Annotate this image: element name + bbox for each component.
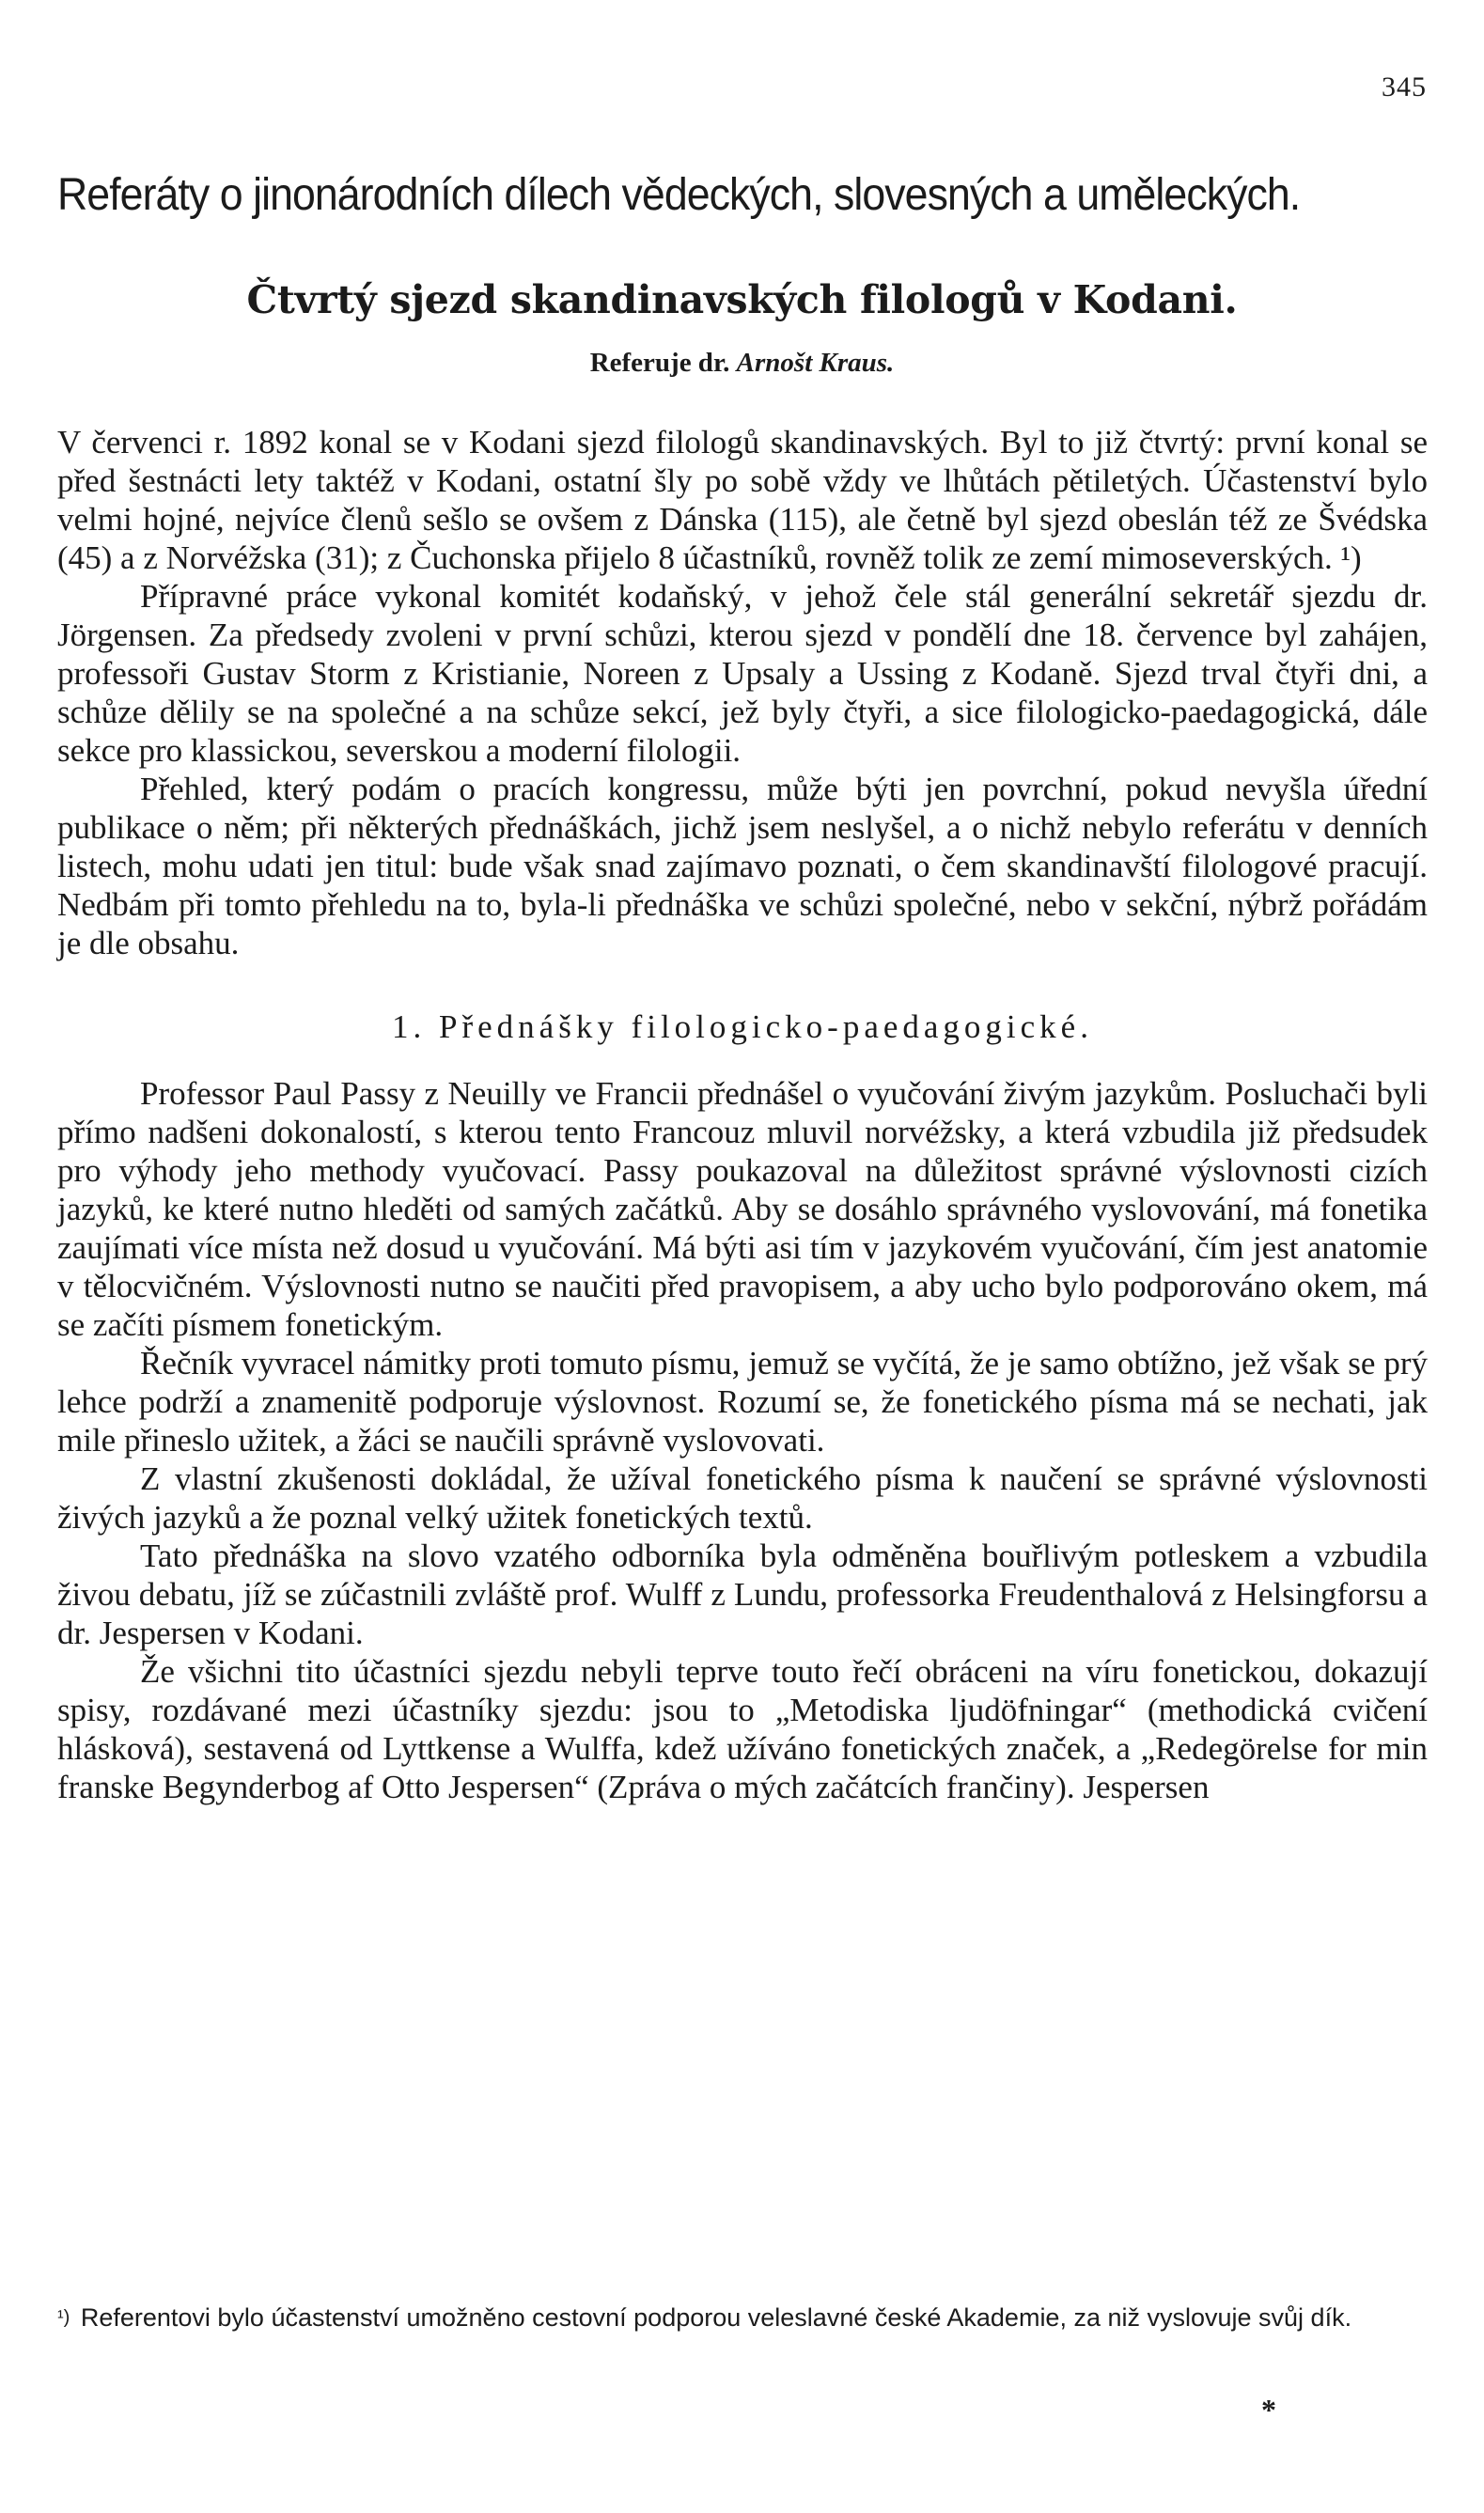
- paragraph: V červenci r. 1892 konal se v Kodani sjezd filologů skandinavských. Byl to již čtvrtý: první konal se před šestnácti lety taktéž v Kodani, ostatní šly po sobě vždy ve lhůtách pětiletých. Účastenství bylo velmi hojné, nejvíce členů sešlo se ovšem z Dánska (115), ale četně byl sjezd obeslán též ze Švédska (45) a z Norvéžska (31); z Čuchonska přijelo 8 účastníků, rovněž tolik ze zemí mimoseverských. ¹): [57, 424, 1428, 576]
- footnote-mark: ¹): [57, 2307, 70, 2328]
- paragraph: Řečník vyvracel námitky proti tomuto písmu, jemuž se vyčítá, že je samo obtížno, jež však se prý lehce podrží a znamenitě podporuje výslovnost. Rozumí se, že fonetického písma má se nechati, jak mile přineslo užitek, a žáci se naučili správně vyslovovati.: [57, 1345, 1428, 1459]
- article-body: [57, 423, 1428, 1806]
- author-prefix: Referuje dr.: [589, 348, 730, 378]
- page-number: 345: [1382, 71, 1427, 102]
- paragraph: Z vlastní zkušenosti dokládal, že užíval fonetického písma k naučení se správné výslovnosti živých jazyků a že poznal velký užitek fonetických textů.: [57, 1460, 1428, 1536]
- paragraph: Professor Paul Passy z Neuilly ve Francii přednášel o vyučování živým jazykům. Posluchači byli přímo nadšeni dokonalostí, s kterou tento Francouz mluvil norvéžsky, a která vzbudila již předsudek pro výhody jeho methody vyučovací. Passy poukazoval na důležitost správné výslovnosti cizích jazyků, ke které nutno hleděti od samých začátků. Aby se dosáhlo správného vyslovování, má fonetika zaujímati více místa než dosud u vyučování. Má býti asi tím v jazykovém vyučování, čím jest anatomie v tělocvičném. Výslovnosti nutno se naučiti před pravopisem, a aby ucho bylo podporováno okem, má se začíti písmem fonetickým.: [57, 1075, 1428, 1343]
- paragraph: Přípravné práce vykonal komitét kodaňský, v jehož čele stál generální sekretář sjezdu dr. Jörgensen. Za předsedy zvoleni v první schůzi, kterou sjezd v pondělí dne 18. července byl zahájen, professoři Gustav Storm z Kristianie, Noreen z Upsaly a Ussing z Kodaně. Sjezd trval čtyři dni, a schůze dělily se na společné a na schůze sekcí, jež byly čtyři, a sice filologicko-paedagogická, dále sekce pro klassickou, severskou a moderní filologii.: [57, 578, 1428, 769]
- subsection-title: 1. Přednášky filologicko-paedagogické.: [392, 1008, 1093, 1045]
- article-title: Čtvrtý sjezd skandinavských filologů v Kodani.: [246, 277, 1238, 322]
- paragraph: Přehled, který podám o pracích kongressu, může býti jen povrchní, pokud nevyšla úřední publikace o něm; při některých přednáškách, jichž jsem neslyšel, a o nichž nebylo referátu v denních listech, mohu udati jen titul: bude však snad zajímavo poznati, o čem skandinavští filologové pracují. Nedbám při tomto přehledu na to, byla-li přednáška ve schůzi společné, nebo v sekční, nýbrž pořádám je dle obsahu.: [57, 771, 1428, 961]
- footnote: [57, 2301, 1428, 2335]
- section-heading: Referáty o jinonárodních dílech vědeckých, slovesných a uměleckých.: [57, 170, 1301, 220]
- footnote-text: Referentovi bylo účastenství umožněno cestovní podporou veleslavné české Akademie, za niž vyslovuje svůj dík.: [80, 2303, 1352, 2332]
- paragraph: Že všichni tito účastníci sjezdu nebyli teprve touto řečí obráceni na víru fonetickou, dokazují spisy, rozdávané mezi účastníky sjezdu: jsou to „Metodiska ljudöfningar“ (methodická cvičení hlásková), sestavená od Lyttkense a Wulffa, kdež užíváno fonetických značek, a „Redegörelse for min franske Begynderbog af Otto Jespersen“ (Zpráva o mých začátcích frančiny). Jespersen: [57, 1653, 1428, 1805]
- author-name: Arnošt Kraus.: [736, 348, 895, 378]
- author-line: [0, 348, 1484, 379]
- printer-sheet-mark: *: [1261, 2393, 1276, 2427]
- paragraph: Tato přednáška na slovo vzatého odborníka byla odměněna bouřlivým potleskem a vzbudila živou debatu, jíž se zúčastnili zvláště prof. Wulff z Lundu, professorka Freudenthalová z Helsingforsu a dr. Jespersen v Kodani.: [57, 1537, 1428, 1651]
